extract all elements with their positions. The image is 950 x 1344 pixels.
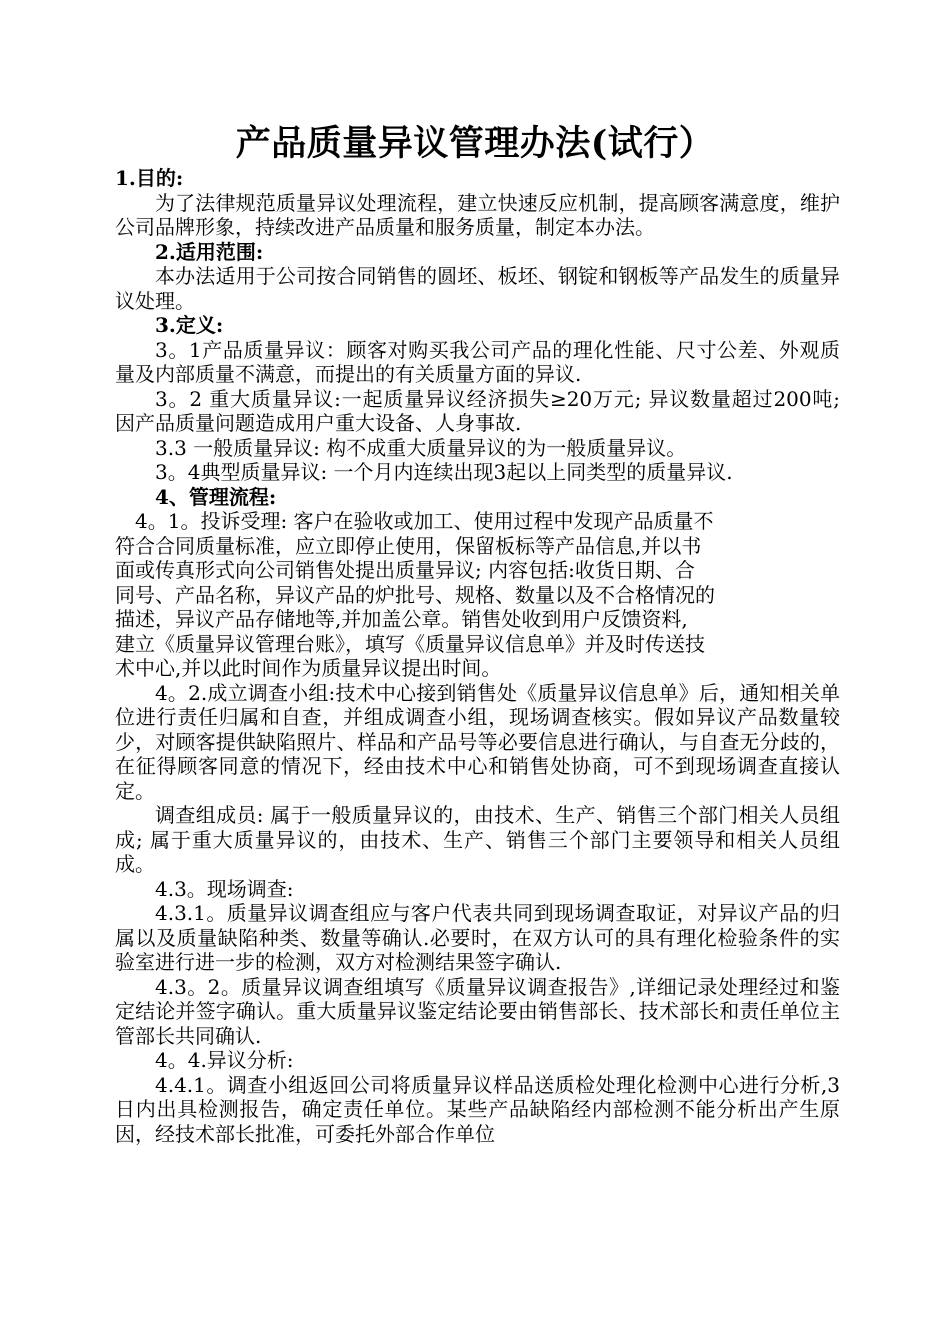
paragraph: 4.3。2。质量异议调查组填写《质量异议调查报告》,详细记录处理经过和鉴定结论并签字确认。重大质量异议鉴定结论要由销售部长、技术部长和责任单位主管部长共同确认.: [115, 974, 840, 1048]
paragraph: 调查组成员: 属于一般质量异议的，由技术、生产、销售三个部门相关人员组成; 属于重大质量异议的，由技术、生产、销售三个部门主要领导和相关人员组成。: [115, 803, 840, 876]
paragraph: 为了法律规范质量异议处理流程，建立快速反应机制，提高顾客满意度，维护公司品牌形象，持续改进产品质量和服务质量，制定本办法。: [115, 190, 840, 239]
section-heading: 2.适用范围:: [155, 239, 264, 264]
paragraph: 4.3.1。质量异议调查组应与客户代表共同到现场调查取证，对异议产品的归属以及质量缺陷种类、数量等确认.必要时，在双方认可的具有理化检验条件的实验室进行进一步的检测，双方对检测结果签字确认.: [115, 901, 840, 974]
section-heading: 1.目的:: [115, 166, 184, 190]
paragraph-line: 术中心,并以此时间作为质量异议提出时间。: [115, 656, 502, 680]
paragraph-line: 同号、产品名称，异议产品的炉批号、规格、数量以及不合格情况的: [115, 582, 715, 607]
paragraph: 4.3。现场调查:: [155, 876, 294, 901]
section-heading: 3.定义:: [155, 313, 224, 337]
document-body: [115, 166, 840, 1146]
paragraph-line: 符合合同质量标准，应立即停止使用，保留板标等产品信息,并以书: [115, 533, 702, 558]
section-heading: 4、管理流程:: [155, 484, 277, 509]
paragraph: 4。2.成立调查小组:技术中心接到销售处《质量异议信息单》后，通知相关单位进行责任归属和自查，并组成调查小组，现场调查核实。假如异议产品数量较少，对顾客提供缺陷照片、样品和产品号等必要信息进行确认，与自查无分歧的，在征得顾客同意的情况下，经由技术中心和销售处协商，可不到现场调查直接认定。: [115, 680, 840, 803]
paragraph-line: 4。1。投诉受理: 客户在验收或加工、使用过程中发现产品质量不: [135, 509, 714, 533]
paragraph: 3。4典型质量异议: 一个月内连续出现3起以上同类型的质量异议.: [155, 460, 733, 484]
paragraph-line: 面或传真形式向公司销售处提出质量异议; 内容包括:收货日期、合: [115, 558, 695, 582]
paragraph: 3.3 一般质量异议: 构不成重大质量异议的为一般质量异议。: [155, 435, 687, 460]
paragraph: 本办法适用于公司按合同销售的圆坯、板坯、钢锭和钢板等产品发生的质量异议处理。: [115, 264, 840, 313]
paragraph-line: 描述，异议产品存储地等,并加盖公章。销售处收到用户反馈资料,: [115, 607, 688, 631]
paragraph: 3。2 重大质量异议:一起质量异议经济损失≥20万元; 异议数量超过200吨; 因产品质量问题造成用户重大设备、人身事故.: [115, 386, 840, 435]
paragraph-line: 建立《质量异议管理台账》，填写《质量异议信息单》并及时传送技: [115, 631, 705, 656]
paragraph: 3。1产品质量异议：顾客对购买我公司产品的理化性能、尺寸公差、外观质量及内部质量不满意，而提出的有关质量方面的异议.: [115, 337, 840, 386]
paragraph: 4。4.异议分析:: [155, 1048, 294, 1072]
paragraph: 4.4.1。调查小组返回公司将质量异议样品送质检处理化检测中心进行分析,3日内出具检测报告，确定责任单位。某些产品缺陷经内部检测不能分析出产生原因，经技术部长批准，可委托外部合作单位: [115, 1072, 840, 1146]
document-title: 产品质量异议管理办法(试行）: [235, 123, 715, 164]
